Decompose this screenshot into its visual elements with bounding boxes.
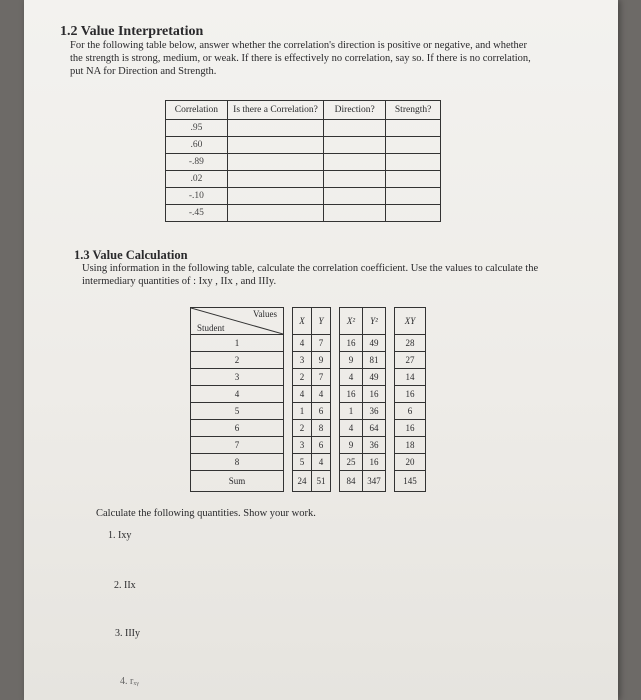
instruction-line: Using information in the following table, calculate the correlation coefficient. Use the values to calculate the <box>82 263 539 274</box>
y2-value: 16 <box>363 386 386 403</box>
gap-cell <box>386 403 395 420</box>
gap-cell <box>386 308 395 335</box>
gap-cell <box>331 369 340 386</box>
y-value: 9 <box>312 352 331 369</box>
gap-cell <box>331 308 340 335</box>
x-value: 1 <box>293 403 312 420</box>
table-row <box>191 386 426 403</box>
sum-y2: 347 <box>363 471 386 492</box>
y-value: 8 <box>312 420 331 437</box>
x2-value: 1 <box>340 403 363 420</box>
y2-value: 81 <box>363 352 386 369</box>
xy-value: 20 <box>395 454 426 471</box>
x2-value: 9 <box>340 352 363 369</box>
corner-values-label: Values <box>253 309 277 319</box>
table-row <box>166 171 441 188</box>
x-value: 5 <box>293 454 312 471</box>
gap-cell <box>386 420 395 437</box>
answer-cell[interactable] <box>386 120 441 137</box>
y-value: 4 <box>312 386 331 403</box>
gap-cell <box>386 386 395 403</box>
x-value: 4 <box>293 335 312 352</box>
y2-value: 64 <box>363 420 386 437</box>
x2-value: 16 <box>340 386 363 403</box>
gap-cell <box>386 369 395 386</box>
answer-cell[interactable] <box>324 188 386 205</box>
gap-cell <box>284 369 293 386</box>
y-value: 7 <box>312 335 331 352</box>
question-2: 2. IIx <box>114 580 136 591</box>
answer-cell[interactable] <box>386 171 441 188</box>
gap-cell <box>284 335 293 352</box>
y2-value: 36 <box>363 437 386 454</box>
table-row <box>191 369 426 386</box>
student-number: 3 <box>191 369 284 386</box>
section-1-2-title: 1.2 Value Interpretation <box>60 24 204 39</box>
student-number: 2 <box>191 352 284 369</box>
y2-value: 16 <box>363 454 386 471</box>
instruction-line: put NA for Direction and Strength. <box>70 66 217 77</box>
gap-cell <box>386 437 395 454</box>
correlation-value: .02 <box>166 171 228 188</box>
calculate-instruction: Calculate the following quantities. Show your work. <box>96 508 316 519</box>
answer-cell[interactable] <box>227 154 324 171</box>
worksheet-page <box>24 0 618 700</box>
question-3: 3. IIIy <box>115 628 140 639</box>
x2-value: 9 <box>340 437 363 454</box>
answer-cell[interactable] <box>386 205 441 222</box>
gap-cell <box>284 454 293 471</box>
y-value: 4 <box>312 454 331 471</box>
y-value: 7 <box>312 369 331 386</box>
correlation-value: .95 <box>166 120 228 137</box>
table-row <box>191 335 426 352</box>
section-1-2-instructions <box>70 39 600 78</box>
x2-value: 16 <box>340 335 363 352</box>
table-row <box>191 437 426 454</box>
answer-cell[interactable] <box>227 188 324 205</box>
gap-cell <box>284 420 293 437</box>
sum-y: 51 <box>312 471 331 492</box>
col-header-strength: Strength? <box>386 101 441 120</box>
section-1-3-title: 1.3 Value Calculation <box>74 248 188 262</box>
x2-value: 4 <box>340 369 363 386</box>
y-value: 6 <box>312 437 331 454</box>
question-1: 1. Ixy <box>108 530 132 541</box>
xy-value: 16 <box>395 420 426 437</box>
table-row <box>191 454 426 471</box>
student-number: 8 <box>191 454 284 471</box>
sum-row <box>191 471 426 492</box>
gap-cell <box>284 352 293 369</box>
xy-value: 14 <box>395 369 426 386</box>
answer-cell[interactable] <box>386 154 441 171</box>
col-header-direction: Direction? <box>324 101 386 120</box>
col-header-xy: XY <box>395 308 426 335</box>
xy-value: 28 <box>395 335 426 352</box>
col-header-correlation: Correlation <box>166 101 228 120</box>
correlation-value: -.10 <box>166 188 228 205</box>
gap-cell <box>331 386 340 403</box>
table-row <box>166 154 441 171</box>
question-4: 4. rₓᵧ <box>120 676 139 687</box>
answer-cell[interactable] <box>324 171 386 188</box>
gap-cell <box>386 454 395 471</box>
table-row <box>191 420 426 437</box>
answer-cell[interactable] <box>324 154 386 171</box>
gap-cell <box>284 471 293 492</box>
table-row <box>191 403 426 420</box>
student-number: 6 <box>191 420 284 437</box>
sum-xy: 145 <box>395 471 426 492</box>
answer-cell[interactable] <box>227 137 324 154</box>
sum-x: 24 <box>293 471 312 492</box>
col-header-x2: X² <box>340 308 363 335</box>
answer-cell[interactable] <box>227 171 324 188</box>
instruction-line: intermediary quantities of : Ixy , IIx , and IIIy. <box>82 276 277 287</box>
x-value: 3 <box>293 437 312 454</box>
gap-cell <box>331 420 340 437</box>
col-header-is-correlation: Is there a Correlation? <box>227 101 324 120</box>
table-row <box>166 188 441 205</box>
gap-cell <box>284 308 293 335</box>
x-value: 2 <box>293 369 312 386</box>
corner-student-label: Student <box>197 323 225 333</box>
answer-cell[interactable] <box>324 120 386 137</box>
xy-value: 6 <box>395 403 426 420</box>
student-number: 4 <box>191 386 284 403</box>
xy-value: 18 <box>395 437 426 454</box>
instruction-line: For the following table below, answer whether the correlation's direction is positive or negative, and whether <box>70 40 527 51</box>
corner-header <box>191 308 284 335</box>
gap-cell <box>284 386 293 403</box>
x-value: 3 <box>293 352 312 369</box>
answer-cell[interactable] <box>324 137 386 154</box>
x2-value: 4 <box>340 420 363 437</box>
col-header-y: Y <box>312 308 331 335</box>
gap-cell <box>331 403 340 420</box>
gap-cell <box>386 471 395 492</box>
gap-cell <box>331 437 340 454</box>
gap-cell <box>284 437 293 454</box>
student-number: 5 <box>191 403 284 420</box>
table-row <box>191 352 426 369</box>
y-value: 6 <box>312 403 331 420</box>
x-value: 4 <box>293 386 312 403</box>
gap-cell <box>331 471 340 492</box>
student-number: 1 <box>191 335 284 352</box>
answer-cell[interactable] <box>227 205 324 222</box>
answer-cell[interactable] <box>324 205 386 222</box>
sum-label: Sum <box>191 471 284 492</box>
sum-x2: 84 <box>340 471 363 492</box>
correlation-value: -.89 <box>166 154 228 171</box>
table-row <box>166 137 441 154</box>
y2-value: 49 <box>363 369 386 386</box>
xy-value: 27 <box>395 352 426 369</box>
gap-cell <box>331 352 340 369</box>
correlation-table <box>165 100 441 222</box>
y2-value: 36 <box>363 403 386 420</box>
gap-cell <box>331 335 340 352</box>
col-header-x: X <box>293 308 312 335</box>
instruction-line: the strength is strong, medium, or weak. If there is effectively no correlation, say so. If there is no correlation, <box>70 53 531 64</box>
answer-cell[interactable] <box>386 188 441 205</box>
correlation-value: .60 <box>166 137 228 154</box>
student-number: 7 <box>191 437 284 454</box>
table-row <box>166 205 441 222</box>
xy-value: 16 <box>395 386 426 403</box>
answer-cell[interactable] <box>386 137 441 154</box>
correlation-value: -.45 <box>166 205 228 222</box>
section-1-3-instructions <box>82 262 602 288</box>
gap-cell <box>386 335 395 352</box>
x-value: 2 <box>293 420 312 437</box>
table-row <box>166 120 441 137</box>
col-header-y2: Y² <box>363 308 386 335</box>
gap-cell <box>386 352 395 369</box>
values-table <box>190 307 426 492</box>
y2-value: 49 <box>363 335 386 352</box>
gap-cell <box>331 454 340 471</box>
gap-cell <box>284 403 293 420</box>
x2-value: 25 <box>340 454 363 471</box>
answer-cell[interactable] <box>227 120 324 137</box>
